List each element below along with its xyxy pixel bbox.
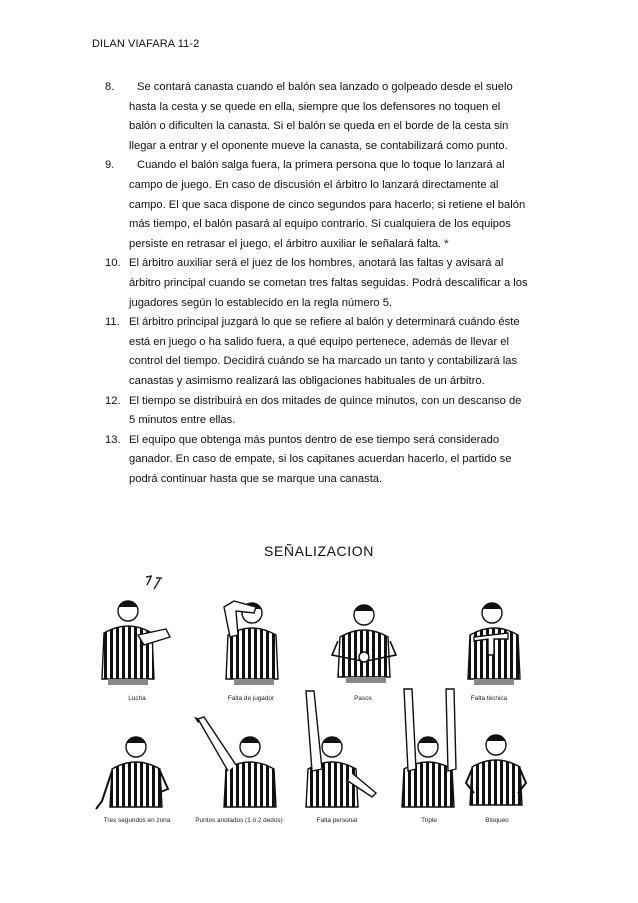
signal-player-foul-illustration	[206, 575, 296, 702]
signal-three-seconds-illustration	[92, 713, 182, 824]
signal-caption: Falta técnica	[470, 695, 508, 702]
signal-caption: Pasos	[354, 695, 372, 702]
rule-line: balón o dificulten la canasta. Si el balón se queda en el borde de la cesta sin	[129, 120, 509, 133]
rule-number: 8.	[105, 81, 115, 93]
rule-number: 10.	[105, 257, 121, 270]
signal-fighting-illustration	[92, 575, 182, 702]
rule-line: Se contará canasta cuando el balón sea lanzado o golpeado desde el suelo	[137, 81, 513, 93]
rule-number: 9.	[105, 159, 115, 172]
rule-line: ganador. En caso de empate, si los capitanes acuerdan hacerlo, el partido se	[129, 453, 512, 466]
rule-line: canastas y asimismo realizará las obligaciones habituales de un árbitro.	[129, 374, 485, 387]
rule-item	[105, 313, 555, 391]
rule-line: campo. El que saca dispone de cinco segundos para hacerlo; si retiene el balón	[129, 198, 526, 211]
rule-line: El tiempo se distribuirá en dos mitades de quince minutos, con un descanso de	[129, 394, 522, 407]
rule-line: llegar a entrar y el oponente mueve la canasta, se contabilizará como punto.	[129, 139, 508, 152]
rule-line: hasta la cesta y se quede en ella, siempre que los defensores no toquen el	[129, 100, 501, 113]
page-header: DILAN VIAFARA 11-2	[92, 38, 200, 50]
signal-points-scored-illustration	[194, 713, 284, 824]
rule-line: más tiempo, el balón pasará al equipo contrario. Si cualquiera de los equipos	[129, 218, 511, 231]
rule-item	[105, 431, 555, 490]
rule-line: podrá continuar hasta que se marque una canasta.	[129, 472, 383, 485]
rule-line: El árbitro auxiliar será el juez de los hombres, anotará las faltas y avisará al	[129, 257, 504, 270]
rule-item	[105, 156, 555, 254]
signal-caption: Triple	[421, 817, 437, 824]
rule-line: Cuando el balón salga fuera, la primera persona que lo toque lo lanzará al	[137, 159, 505, 172]
signal-caption: Bloqueo	[485, 817, 509, 824]
rule-line: control del tiempo. Decidirá cuándo se ha marcado un tanto y contabilizará las	[129, 355, 518, 368]
signal-caption: Tres segundos en zona	[103, 817, 171, 824]
rules-list	[105, 78, 555, 489]
rule-number: 12.	[105, 394, 121, 407]
rule-line: está en juego o ha salido fuera, a qué equipo pertenece, además de llevar el	[129, 335, 510, 348]
rule-line: árbitro principal cuando se cometan tres faltas seguidas. Podrá descalificar a los	[129, 276, 528, 289]
rule-line: persiste en retrasar el juego, el árbitro auxiliar le señalará falta. *	[129, 237, 449, 250]
rule-item	[105, 78, 555, 156]
rule-line: El árbitro principal juzgará lo que se refiere al balón y determinará cuándo éste	[129, 316, 520, 329]
signal-blocking-illustration	[452, 713, 542, 824]
rule-line: jugadores según lo establecido en la regla número 5.	[129, 296, 393, 309]
rule-item	[105, 392, 555, 431]
rule-line: campo de juego. En caso de discusión el árbitro lo lanzará directamente al	[129, 178, 499, 191]
rule-number: 11.	[105, 316, 120, 329]
signal-caption: Falta personal	[316, 817, 358, 824]
signal-caption: Lucha	[128, 695, 146, 702]
section-title: SEÑALIZACION	[264, 543, 374, 559]
signal-caption: Falta de jugador	[227, 695, 275, 702]
signal-caption: Puntos anotados (1 ó 2 dedos)	[195, 817, 283, 824]
signal-personal-foul-illustration	[292, 685, 382, 824]
rule-line: El equipo que obtenga más puntos dentro de ese tiempo será considerado	[129, 433, 500, 446]
signal-technical-foul-illustration	[444, 575, 534, 702]
rule-number: 13.	[105, 433, 121, 446]
referee-signals-figure	[92, 575, 547, 845]
signal-travelling-illustration	[318, 575, 408, 702]
rule-line: 5 minutos entre ellas.	[129, 414, 236, 427]
rule-item	[105, 254, 555, 313]
